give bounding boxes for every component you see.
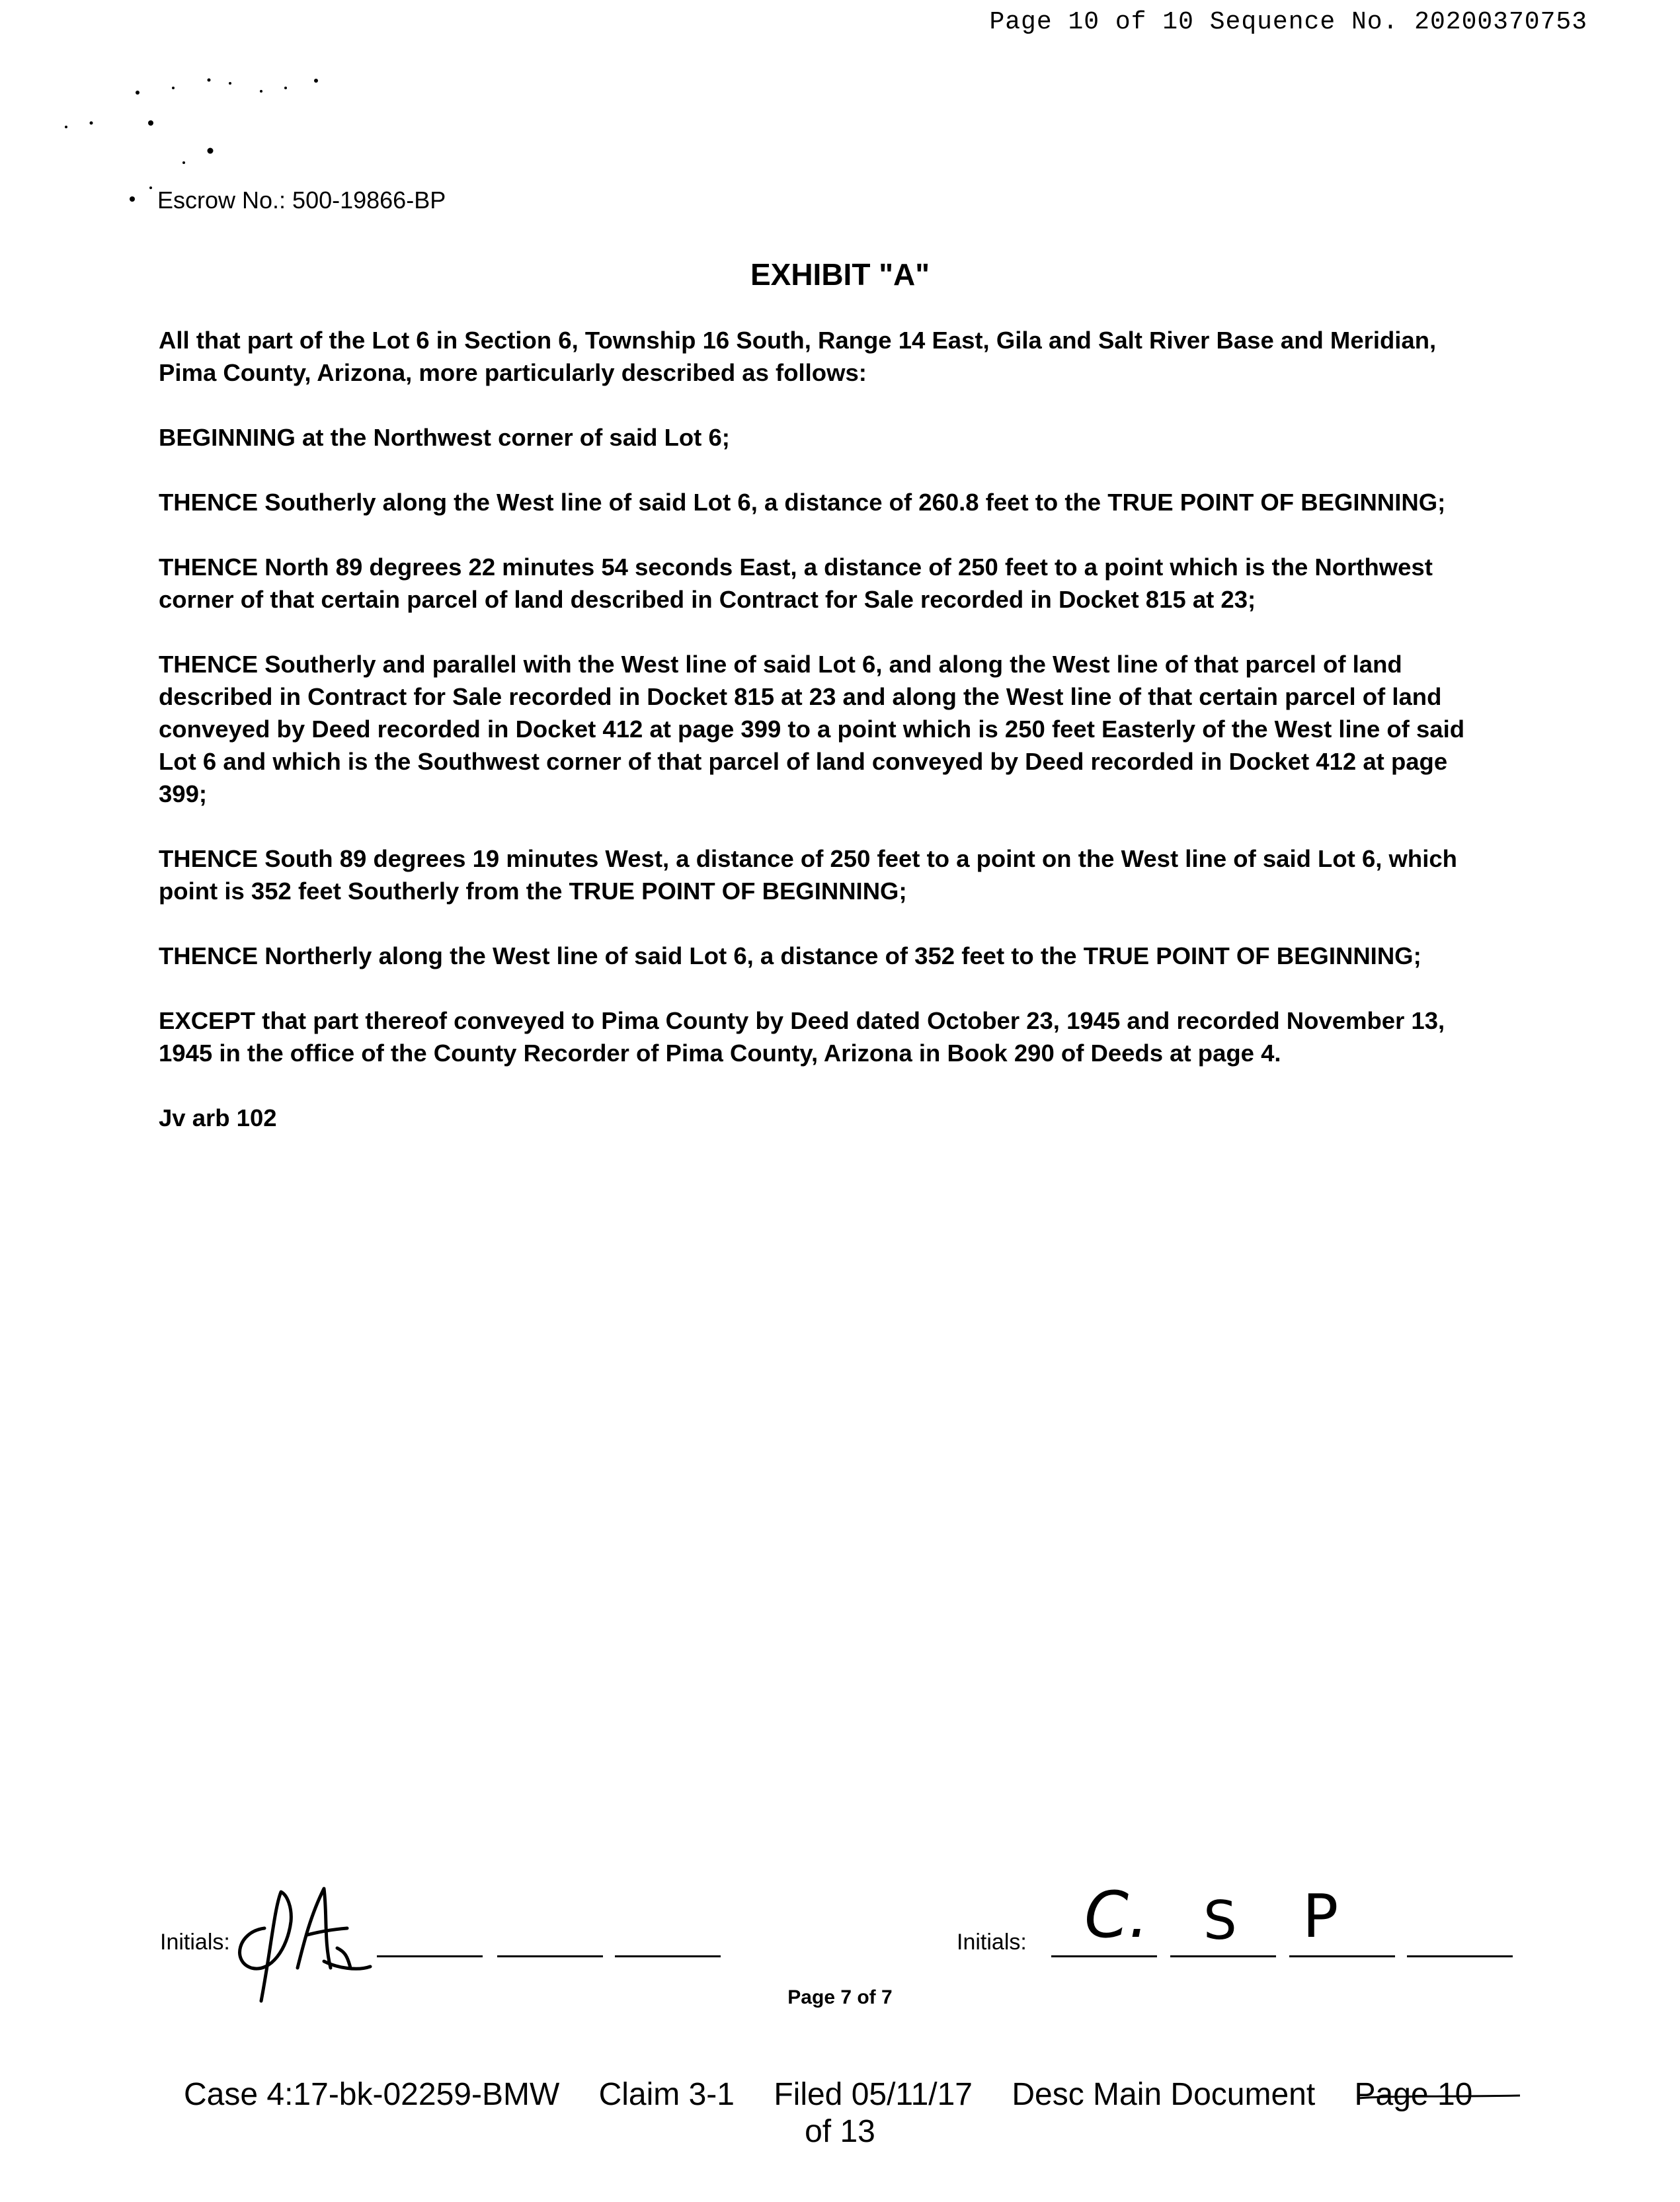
handwritten-initial: P	[1302, 1882, 1339, 1951]
initials-label-left: Initials:	[160, 1930, 230, 1955]
paragraph: BEGINNING at the Northwest corner of said Lot 6;	[159, 424, 730, 451]
footer-page-label: Page 10	[1354, 2077, 1473, 2112]
footer-page	[1355, 2077, 1473, 2112]
initials-line	[1407, 1955, 1513, 1957]
exhibit-title: EXHIBIT "A"	[750, 257, 930, 292]
initials-line	[377, 1955, 483, 1957]
paragraph: THENCE Southerly along the West line of said Lot 6, a distance of 260.8 feet to the TRUE POINT OF BEGINNING;	[159, 489, 1446, 516]
claim-number: Claim 3-1	[598, 2077, 735, 2112]
court-footer	[184, 2076, 1503, 2113]
paragraph: THENCE Northerly along the West line of said Lot 6, a distance of 352 feet to the TRUE POINT OF BEGINNING;	[159, 942, 1421, 969]
paragraph: EXCEPT that part thereof conveyed to Pima County by Deed dated October 23, 1945 and recorded November 13, 1945 in the office of the County Recorder of Pima County, Arizona in Book 290 of Deeds at page 4.	[159, 1007, 1445, 1067]
initials-line	[615, 1955, 721, 1957]
handwritten-initial: S	[1203, 1890, 1237, 1951]
case-number: Case 4:17-bk-02259-BMW	[184, 2077, 560, 2112]
footer-page-total: of 13	[805, 2114, 875, 2149]
handwritten-initial: C.	[1084, 1878, 1149, 1952]
document-desc: Desc Main Document	[1012, 2077, 1316, 2112]
paragraph: Jv arb 102	[159, 1104, 277, 1131]
filed-date: Filed 05/11/17	[774, 2077, 973, 2112]
legal-description	[159, 324, 1494, 1166]
sequence-stamp: Page 10 of 10 Sequence No. 20200370753	[989, 8, 1587, 36]
paragraph: THENCE Southerly and parallel with the West line of said Lot 6, and along the West line of that parcel of land described in Contract for Sale recorded in Docket 815 at 23 and along the West line of that certain parcel of land conveyed by Deed recorded in Docket 412 at page 399 to a point which is 250 feet Easterly of the West line of said Lot 6 and which is the Southwest corner of that parcel of land conveyed by Deed recorded in Docket 412 at page 399;	[159, 651, 1465, 807]
initials-line	[497, 1955, 603, 1957]
paragraph: All that part of the Lot 6 in Section 6, Township 16 South, Range 14 East, Gila and Salt River Base and Meridian, Pima County, Arizona, more particularly described as follows:	[159, 327, 1437, 386]
initials-line	[1170, 1955, 1276, 1957]
escrow-number: Escrow No.: 500-19866-BP	[157, 186, 446, 214]
paragraph: THENCE South 89 degrees 19 minutes West, a distance of 250 feet to a point on the West line of said Lot 6, which point is 352 feet Southerly from the TRUE POINT OF BEGINNING;	[159, 845, 1457, 905]
initials-line	[1289, 1955, 1395, 1957]
initials-label-right: Initials:	[957, 1930, 1027, 1955]
initials-line	[1051, 1955, 1157, 1957]
page-number: Page 7 of 7	[787, 1986, 893, 2008]
paragraph: THENCE North 89 degrees 22 minutes 54 seconds East, a distance of 250 feet to a point which is the Northwest corner of that certain parcel of land described in Contract for Sale recorded in Docket 815 at 23;	[159, 553, 1433, 613]
